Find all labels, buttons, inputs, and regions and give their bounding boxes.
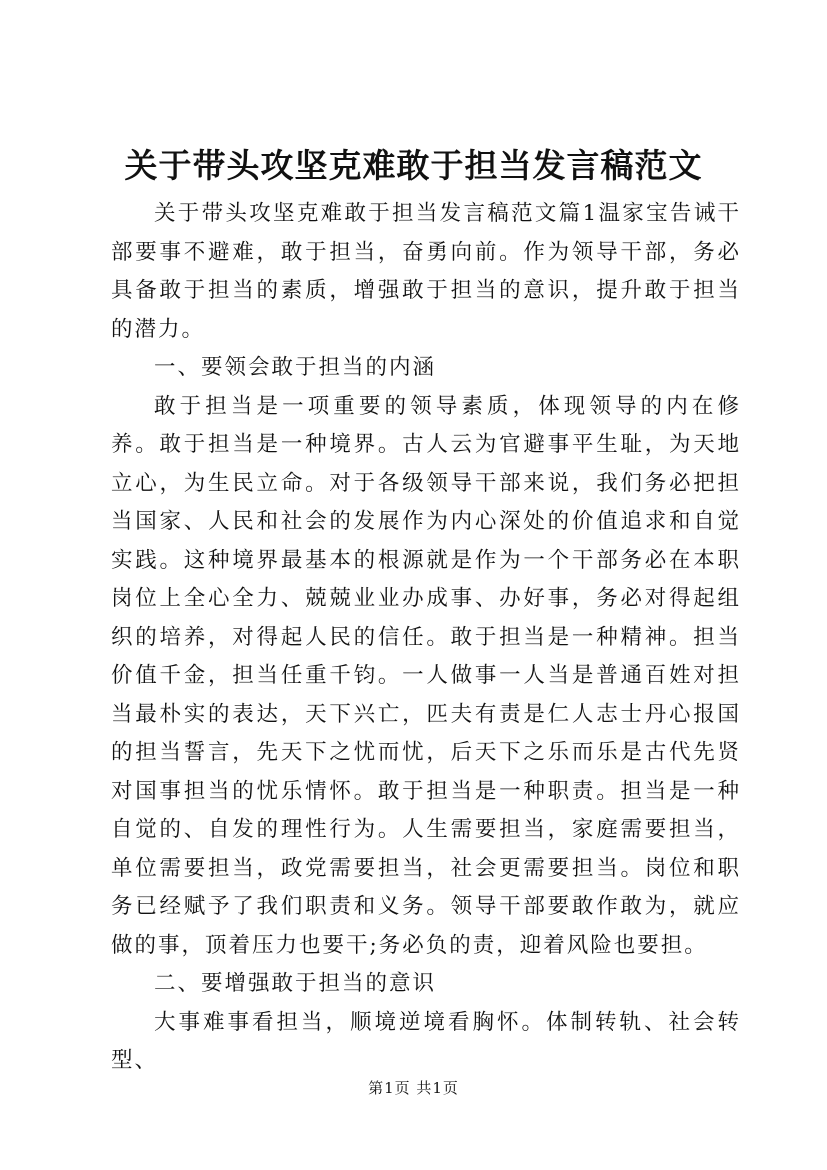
paragraph-section-2: 大事难事看担当，顺境逆境看胸怀。体制转轨、社会转型、 bbox=[111, 1009, 741, 1073]
section-heading-2: 二、要增强敢于担当的意识 bbox=[154, 971, 437, 996]
paragraph-section-1: 敢于担当是一项重要的领导素质，体现领导的内在修养。敢于担当是一种境界。古人云为官避事平生耻，为天地立心，为生民立命。对于各级领导干部来说，我们务必把担当国家、人民和社会的发展作为内心深处的价值追求和自觉实践。这种境界最基本的根源就是作为一个干部务必在本职岗位上全心全力、兢兢业业办成事、办好事，务必对得起组织的培养，对得起人民的信任。敢于担当是一种精神。担当价值千金，担当任重千钧。一人做事一人当是普通百姓对担当最朴实的表达，天下兴亡，匹夫有责是仁人志士丹心报国的担当誓言，先天下之忧而忧，后天下之乐而乐是古代先贤对国事担当的忧乐情怀。敢于担当是一种职责。担当是一种自觉的、自发的理性行为。人生需要担当，家庭需要担当，单位需要担当，政党需要担当，社会更需要担当。岗位和职务已经赋予了我们职责和义务。领导干部要敢作敢为，就应做的事，顶着压力也要干;务必负的责，迎着风险也要担。 bbox=[111, 393, 741, 958]
section-heading-1: 一、要领会敢于担当的内涵 bbox=[154, 355, 437, 380]
paragraph-intro: 关于带头攻坚克难敢于担当发言稿范文篇1温家宝告诫干部要事不避难，敢于担当，奋勇向前。作为领导干部，务必具备敢于担当的素质，增强敢于担当的意识，提升敢于担当的潜力。 bbox=[111, 201, 741, 342]
document-body bbox=[111, 195, 741, 1081]
document-title: 关于带头攻坚克难敢于担当发言稿范文 bbox=[124, 146, 703, 185]
page-number-footer: 第1页 共1页 bbox=[368, 1079, 459, 1097]
